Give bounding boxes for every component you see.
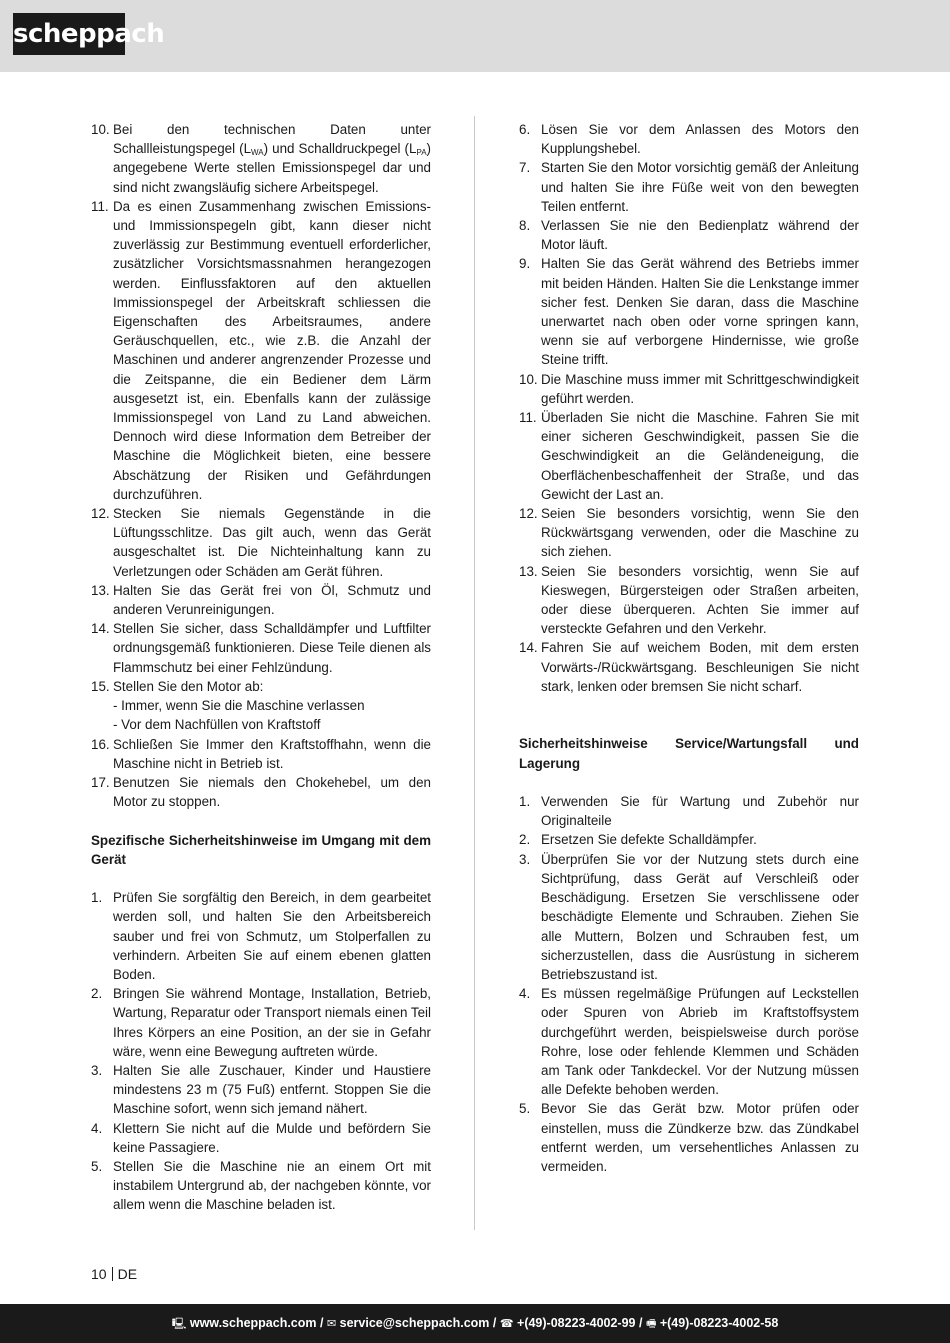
list-item — [91, 1119, 431, 1157]
list-item — [91, 888, 431, 984]
item-text: Lösen Sie vor dem Anlassen des Motors den Kupplungshebel. — [541, 122, 859, 157]
item-text: Seien Sie besonders vorsichtig, wenn Sie den Rückwärtsgang verwenden, oder die Maschine zu sich ziehen. — [541, 506, 859, 560]
page-header — [0, 0, 950, 72]
list-item — [519, 158, 859, 216]
item-text: Halten Sie das Gerät während des Betriebs immer mit beiden Händen. Halten Sie die Lenkstange immer sicher fest. Denken Sie daran, dass die Maschine unerwartet nach oben oder vorne springen kann, wenn sie auf verborgene Hindernisse, wie große Steine trifft. — [541, 256, 859, 368]
list-item — [91, 984, 431, 1061]
computer-icon: 🖳 — [171, 1317, 187, 1330]
list-item — [91, 197, 431, 504]
envelope-icon: ✉ — [326, 1317, 337, 1330]
item-number: 14. — [519, 640, 538, 656]
item-text: Starten Sie den Motor vorsichtig gemäß der Anleitung und halten Sie ihre Füße weit von den bewegten Teilen entfernt. — [541, 160, 859, 214]
item-text: Stellen Sie sicher, dass Schalldämpfer und Luftfilter ordnungsgemäß funktionieren. Diese Teile dienen als Flammschutz bei einer Fehlzündung. — [113, 621, 431, 675]
item-number: 11. — [519, 410, 537, 426]
page-number — [91, 1265, 137, 1283]
item-text: Fahren Sie auf weichem Boden, mit dem ersten Vorwärts-/Rückwärtsgang. Beschleunigen Sie nicht stark, lenken oder bremsen Sie nicht scharf. — [541, 640, 859, 694]
list-item — [519, 850, 859, 984]
list-item — [91, 1157, 431, 1215]
page-footer: 🖳 www.scheppach.com / ✉ service@scheppach.com / ☎ +(49)-08223-4002-99 / 🖷 +(49)-08223-4002-58 — [0, 1304, 950, 1343]
list-item — [91, 773, 431, 811]
item-text: Klettern Sie nicht auf die Mulde und befördern Sie keine Passagiere. — [113, 1120, 431, 1155]
item-text: Ersetzen Sie defekte Schalldämpfer. — [541, 832, 757, 848]
item-number: 9. — [519, 256, 531, 272]
list-item — [91, 619, 431, 677]
item-number: 13. — [519, 563, 538, 579]
list-item — [519, 792, 859, 830]
item-text: Schließen Sie Immer den Kraftstoffhahn, wenn die Maschine nicht in Betrieb ist. — [113, 736, 431, 771]
item-text: Stellen Sie die Maschine nie an einem Ort mit instabilem Untergrund ab, der nachgeben könnte, vor allem wenn die Maschine beladen ist. — [113, 1158, 431, 1213]
list-item — [91, 1061, 431, 1119]
list-item — [519, 504, 859, 562]
item-text: Halten Sie alle Zuschauer, Kinder und Haustiere mindestens 23 m (75 Fuß) entfernt. Stoppen Sie die Maschine sofort, wenn sich jemand nähert. — [113, 1062, 431, 1117]
footer-fax: +(49)-08223-4002-58 — [659, 1316, 779, 1330]
list-item — [519, 216, 859, 254]
item-text: Stellen Sie den Motor ab: — [113, 678, 264, 694]
item-text: Seien Sie besonders vorsichtig, wenn Sie auf Kieswegen, Bürgersteigen oder Straßen arbeiten, oder diese überqueren. Achten Sie immer auf versteckte Gefahren und den Verkehr. — [541, 563, 859, 637]
item-text: Überprüfen Sie vor der Nutzung stets durch eine Sichtprüfung, dass Gerät auf Verschleiß oder Beschädigung. Ersetzen Sie verschlissene oder beschädigte Elemente und Schrauben. Ziehen Sie alle Muttern, Bolzen und Schrauben fest, um sicherzustellen, dass die Ausrüstung in sicherem Betriebszustand ist. — [541, 851, 859, 982]
list-item — [91, 677, 431, 696]
item-number: 11. — [91, 198, 109, 214]
list-item — [91, 504, 431, 581]
item-text: Bevor Sie das Gerät bzw. Motor prüfen oder einstellen, muss die Zündkerze bzw. das Zündkabel entfernt werden, um versehentliches Anlassen zu vermeiden. — [541, 1101, 859, 1174]
list-item — [519, 370, 859, 408]
brand-logo: scheppach — [13, 13, 125, 55]
list-item — [519, 254, 859, 369]
list-item — [519, 1099, 859, 1176]
item-text: Überladen Sie nicht die Maschine. Fahren Sie mit einer sicheren Geschwindigkeit, passen Sie die Geschwindigkeit an die Geländeneigung, die Oberflächenbeschaffenheit der Straße, und das Gewicht der Last an. — [541, 410, 859, 502]
item-text: Verwenden Sie für Wartung und Zubehör nur Originalteile — [541, 794, 859, 829]
list-item — [519, 408, 859, 504]
item-number: 5. — [519, 1101, 531, 1117]
item-number: 4. — [91, 1120, 103, 1136]
column-divider — [474, 116, 475, 1230]
item-text: Bei den technischen Daten unter Schallleistungspegel $(L_{WA})$ und Schalldruckpegel $(L_{PA})$ angegebene Werte stellen Emissionspegel dar und sind nicht zwangsläufig sichere Arbeitspegel. — [113, 122, 431, 195]
item-number: 2. — [91, 986, 103, 1002]
item-text: Verlassen Sie nie den Bedienplatz während der Motor läuft. — [541, 218, 859, 253]
list-item — [519, 984, 859, 1099]
item-number: 10. — [519, 371, 538, 387]
section-heading: Sicherheitshinweise Service/Wartungsfall und Lagerung — [519, 736, 859, 771]
item-number: 1. — [91, 890, 103, 906]
item-number: 13. — [91, 582, 110, 598]
item-number: 12. — [91, 506, 110, 522]
item-text: Es müssen regelmäßige Prüfungen auf Leckstellen oder Spuren von Abrieb im Kraftstoffsystem durchgeführt werden, beispielsweise durch poröse Rohre, lose oder fehlende Klemmen und Schäden am Tank oder Tankdeckel. Vor der Nutzung müssen alle Defekte behoben werden. — [541, 986, 859, 1098]
item-text: Halten Sie das Gerät frei von Öl, Schmutz und anderen Verunreinigungen. — [113, 582, 431, 618]
item-number: 12. — [519, 506, 538, 522]
section-heading: Spezifische Sicherheitshinweise im Umgang mit dem Gerät — [91, 832, 431, 867]
item-text: Die Maschine muss immer mit Schrittgeschwindigkeit geführt werden. — [541, 371, 859, 406]
footer-phone: +(49)-08223-4002-99 — [517, 1316, 636, 1330]
list-item — [519, 638, 859, 696]
item-number: 6. — [519, 122, 531, 137]
page-number-value: 10 — [91, 1266, 107, 1282]
item-number: 8. — [519, 218, 531, 234]
item-text: Stecken Sie niemals Gegenstände in die Lüftungsschlitze. Das gilt auch, wenn das Gerät ausgeschaltet ist. Die Nichteinhaltung kann zu Verletzungen oder Schäden am Gerät führen. — [113, 506, 431, 579]
item-number: 1. — [519, 794, 531, 810]
item-number: 15. — [91, 678, 110, 694]
page-number-separator — [112, 1267, 113, 1281]
left-column — [91, 120, 431, 1215]
item-number: 17. — [91, 774, 110, 790]
sub-item: - Immer, wenn Sie die Maschine verlassen — [113, 698, 365, 714]
sub-item: - Vor dem Nachfüllen von Kraftstoff — [113, 717, 321, 733]
item-number: 5. — [91, 1158, 103, 1174]
item-number: 3. — [519, 851, 531, 867]
item-text: Da es einen Zusammenhang zwischen Emissions- und Immissionspegeln gibt, kann dieser nicht zuverlässig zur Bestimmung eventuell erforderlicher, zusätzlicher Vorsichtsmassnahmen herangezogen werden. Einflussfaktoren auf den aktuellen Immissionspegel der Arbeitskraft schliessen die Eigenschaften des Arbeitsraumes, andere Geräuschquellen, etc., wie z.B. die Anzahl der Maschinen und anderer angrenzender Prozesse und die Zeitspanne, die ein Bediener dem Lärm ausgesetzt ist, ein. Ebenfalls kann der zulässige Immissionspegel von Land zu Land abweichen. Dennoch wird diese Information dem Betreiber der Maschine die Möglichkeit bieten, eine bessere Abschätzung der Risiken und Gefährdungen durchzuführen. — [113, 198, 431, 502]
item-text: Benutzen Sie niemals den Chokehebel, um den Motor zu stoppen. — [113, 774, 431, 810]
item-number: 4. — [519, 986, 531, 1002]
list-item — [91, 735, 431, 773]
list-item — [519, 120, 859, 158]
page-language: DE — [117, 1266, 138, 1282]
fax-icon: 🖷 — [645, 1317, 657, 1330]
list-item — [91, 581, 431, 619]
item-number: 16. — [91, 736, 110, 752]
item-text: Bringen Sie während Montage, Installation, Betrieb, Wartung, Reparatur oder Transport niemals einen Teil Ihres Körpers an eine Position, an der sie in Gefahr wäre, wenn eine Bewegung auftreten würde. — [113, 986, 431, 1059]
list-item — [91, 120, 431, 197]
item-number: 10. — [91, 122, 110, 137]
phone-icon: ☎ — [499, 1317, 514, 1330]
right-column — [519, 120, 859, 1176]
item-text: Prüfen Sie sorgfältig den Bereich, in dem gearbeitet werden soll, und halten Sie den Arbeitsbereich sauber und frei von Schmutz, um Stolperfallen zu verhindern. Arbeiten Sie auf einem ebenen glatten Boden. — [113, 890, 431, 982]
list-item — [519, 830, 859, 849]
item-number: 14. — [91, 621, 110, 637]
item-number: 3. — [91, 1062, 103, 1078]
footer-website-link[interactable]: www.scheppach.com — [189, 1316, 317, 1330]
item-number: 2. — [519, 832, 531, 848]
item-number: 7. — [519, 160, 531, 176]
footer-email-link[interactable]: service@scheppach.com — [339, 1316, 490, 1330]
list-item — [519, 562, 859, 639]
